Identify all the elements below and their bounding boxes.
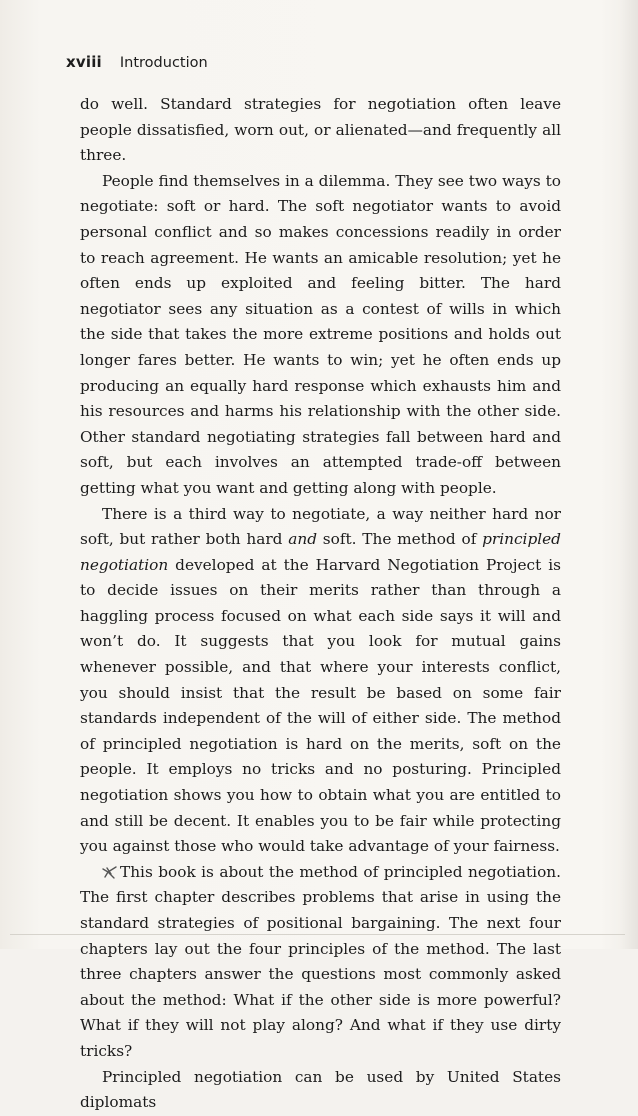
paragraph-diplomats: Principled negotiation can be used by United States diplomats	[80, 1067, 561, 1112]
paragraph-third-way-part-3: developed at the Harvard Negotiation Project is to decide issues on their merits rather than through a haggling process focused on what each side says it will and won’t do. It suggests that you look for mutual gains whenever possible, and that where your interests conflict, you should insist that the result be based on some fair standards independent of the will of either side. The method of principled negotiation is hard on the merits, soft on the people. It employs no tricks and no posturing. Principled negotiation shows you how to obtain what you are entitled to and still be decent. It enables you to be fair while protecting you against those who would take advantage of your fairness.	[80, 555, 561, 856]
paragraph-book-overview	[80, 860, 561, 1065]
body-text	[80, 92, 561, 1116]
paragraph-third-way-part-2: soft. The method of	[317, 530, 483, 549]
paragraph-third-way-part-1: There is a third way to negotiate, a way neither hard nor soft, but rather both hard	[80, 504, 561, 549]
page-header	[66, 52, 208, 74]
paragraph-third-way	[80, 502, 561, 860]
page-bottom-edge	[10, 934, 625, 935]
paragraph-dilemma: People find themselves in a dilemma. They see two ways to negotiate: soft or hard. The soft negotiator wants to avoid personal conflict and so makes concessions readily in order to reach agreement. He wants an amicable resolution; yet he often ends up exploited and feeling bitter. The hard negotiator sees any situation as a contest of wills in which the side that takes the more extreme positions and holds out longer fares better. He wants to win; yet he often ends up producing an equally hard response which exhausts him and his resources and harms his relationship with the other side. Other standard negotiating strategies fall between hard and soft, but each involves an attempted trade-off between getting what you want and getting along with people.	[80, 171, 561, 497]
pencil-mark-icon	[102, 865, 118, 879]
page-number: xviii	[66, 53, 102, 71]
running-head: Introduction	[119, 55, 208, 71]
emphasis-and: and	[288, 530, 318, 549]
paragraph-book-overview-text: This book is about the method of principled negotiation. The first chapter describes problems that arise in using the standard strategies of positional bargaining. The next four chapters lay out the four principles of the method. The last three chapters answer the questions most commonly asked about the method: What if the other side is more powerful? What if they will not play along? And what if they use dirty tricks?	[80, 862, 561, 1060]
page-edge-shadow	[620, 0, 638, 949]
paragraph-continuation: do well. Standard strategies for negotiation often leave people dissatisfied, worn out, or alienated—and frequently all three.	[80, 95, 561, 165]
emphasis-principled-negotiation: principled negotiation	[80, 530, 561, 574]
